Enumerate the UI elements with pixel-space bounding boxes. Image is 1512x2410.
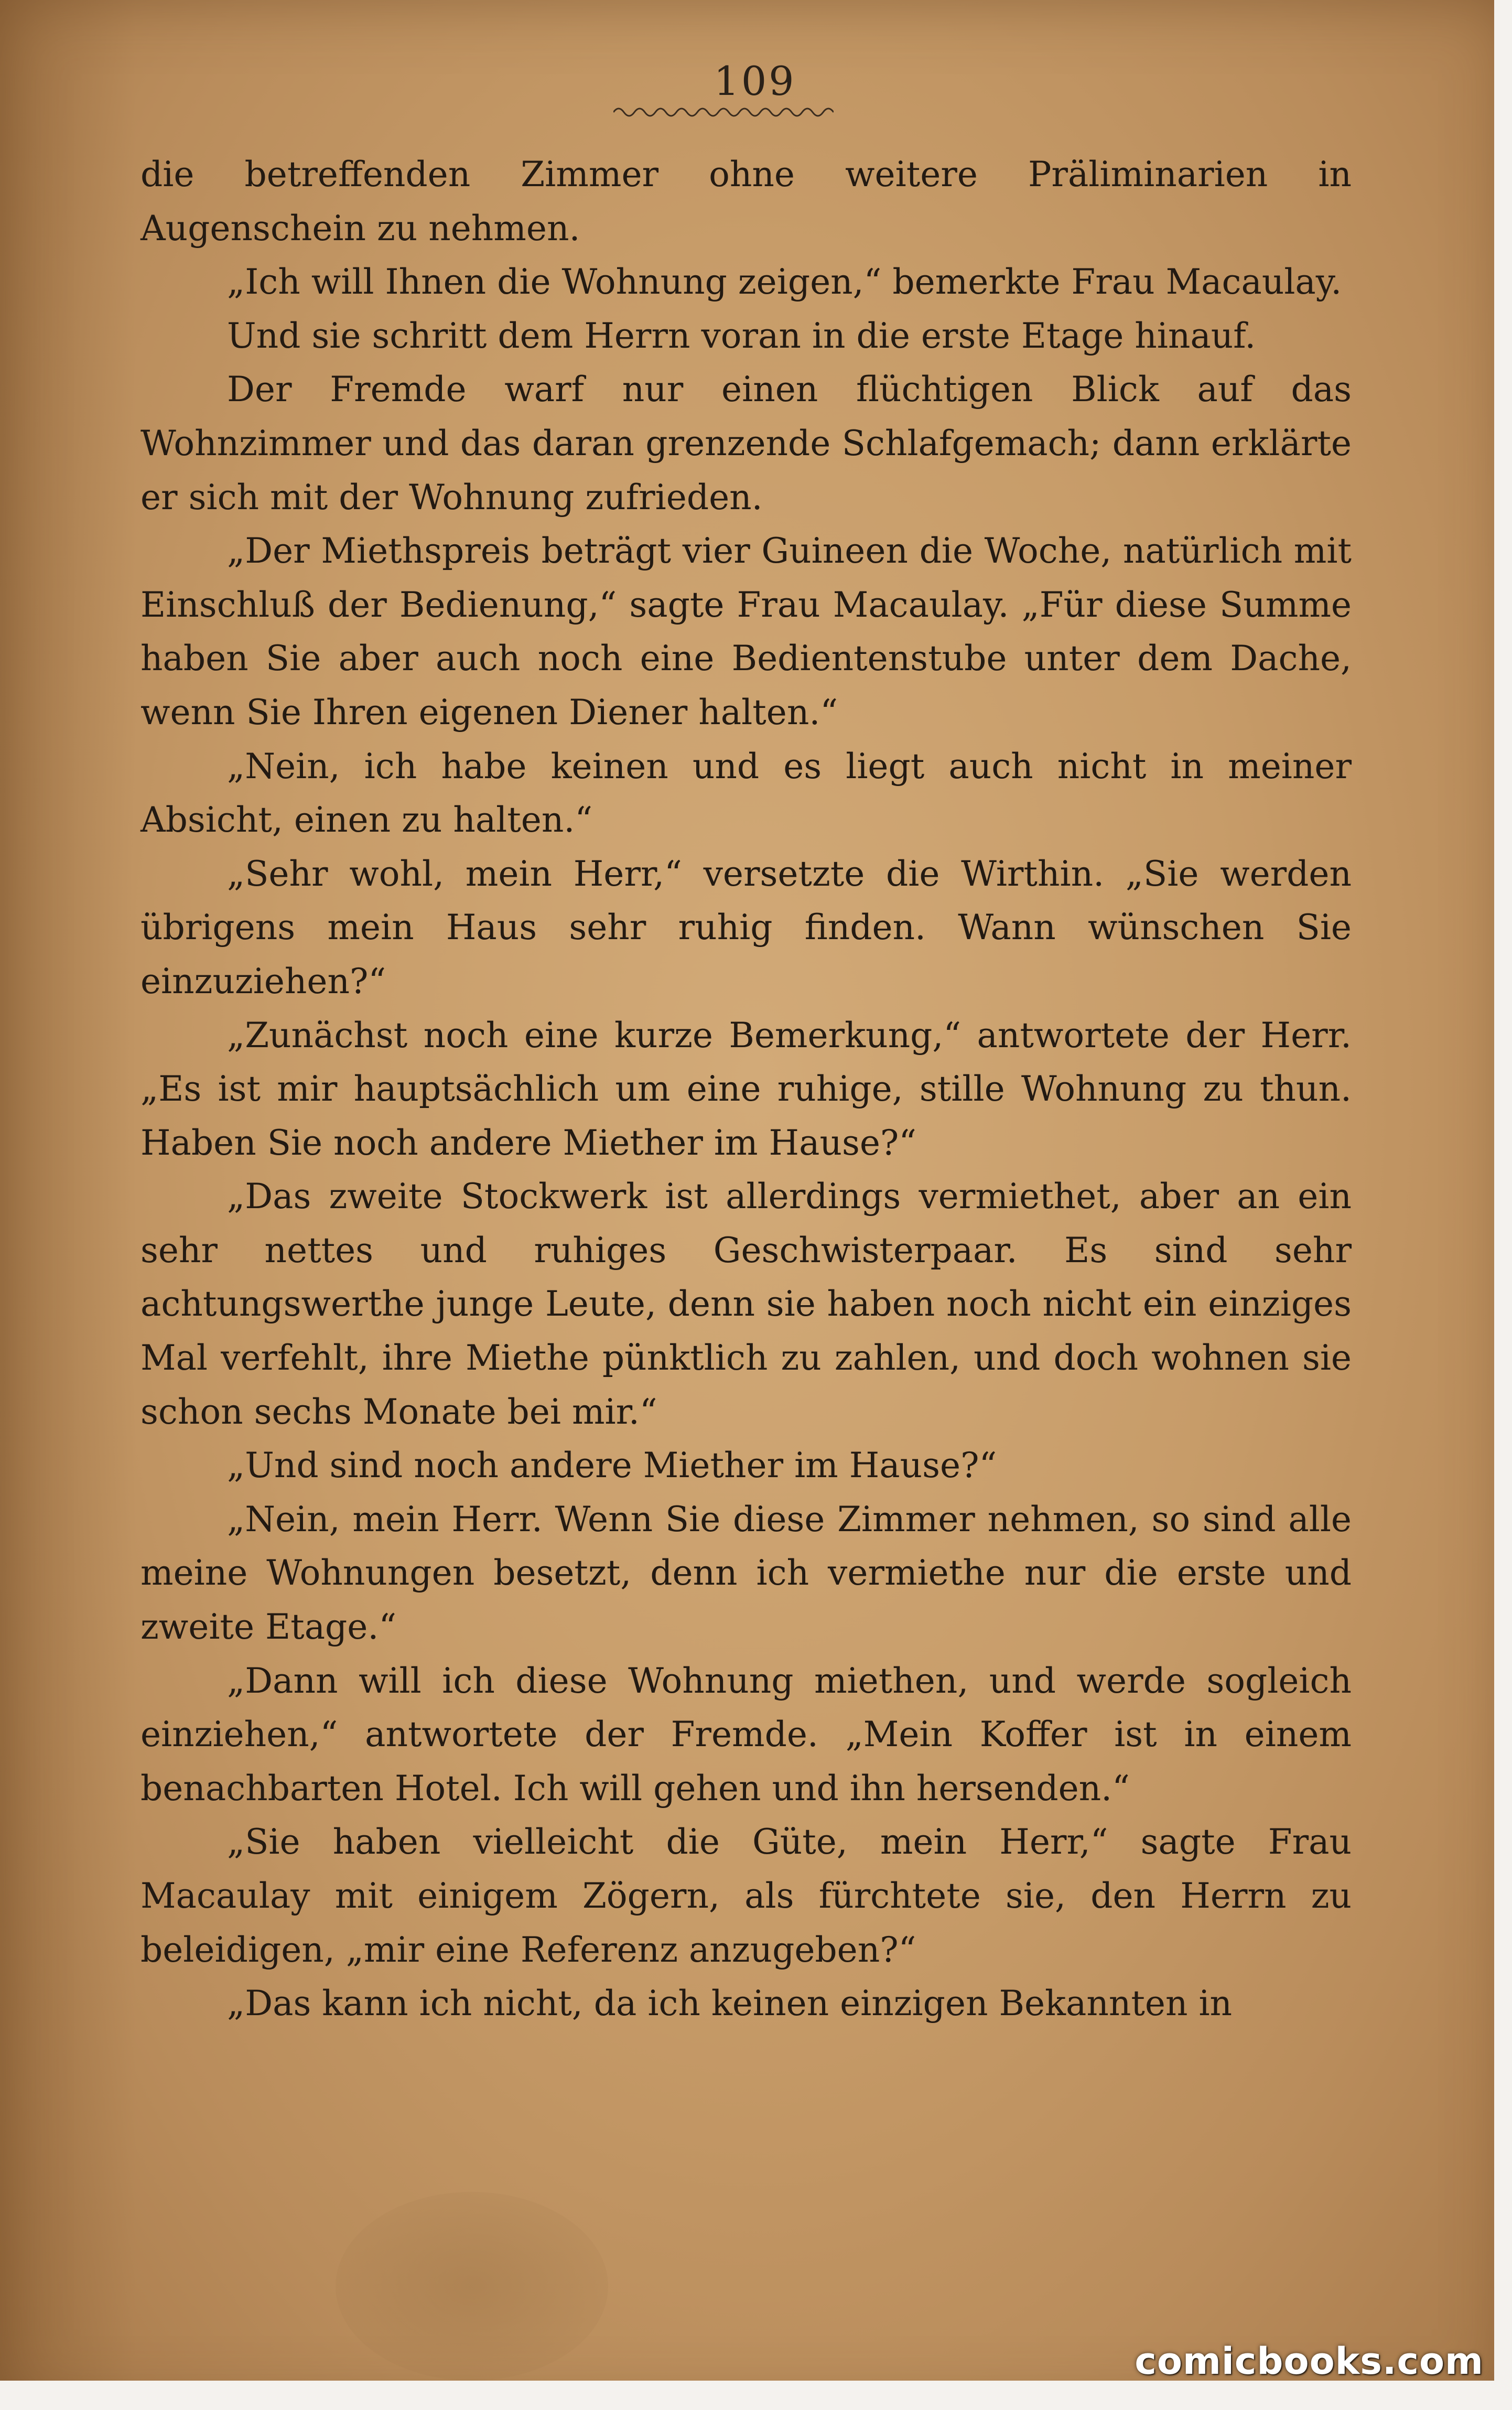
paragraph: „Nein, ich habe keinen und es liegt auch nicht in meiner Absicht, einen zu halten.“ xyxy=(141,746,1352,841)
paragraph: „Das kann ich nicht, da ich keinen einzigen Bekannten in xyxy=(227,1983,1233,2024)
paragraph: Der Fremde warf nur einen flüchtigen Blick auf das Wohnzimmer und das daran grenzende Schlafgemach; dann erklärte er sich mit der Wohnung zufrieden. xyxy=(141,369,1352,518)
paragraph: „Nein, mein Herr. Wenn Sie diese Zimmer nehmen, so sind alle meine Wohnungen besetzt, denn ich vermiethe nur die erste und zweite Etage.“ xyxy=(141,1499,1352,1648)
paragraph: die betreffenden Zimmer ohne weitere Präliminarien in Augenschein zu nehmen. xyxy=(141,154,1352,249)
scan-margin-bottom xyxy=(0,2381,1512,2410)
paragraph: „Der Miethspreis beträgt vier Guineen die Woche, natürlich mit Einschluß der Bedienung,“ sagte Frau Macaulay. „Für diese Summe haben Sie aber auch noch eine Bedientenstube unter dem Dache, wenn Sie Ihren eigenen Diener halten.“ xyxy=(141,531,1352,733)
page-number: 109 xyxy=(714,58,796,104)
scan-margin-right xyxy=(1494,0,1512,2410)
paragraph: „Das zweite Stockwerk ist allerdings vermiethet, aber an ein sehr nettes und ruhiges Geschwisterpaar. Es sind sehr achtungswerthe junge Leute, denn sie haben noch nicht ein einziges Mal verfehlt, ihre Miethe pünktlich zu zahlen, und doch wohnen sie schon sechs Monate bei mir.“ xyxy=(141,1176,1352,1432)
paragraph: „Ich will Ihnen die Wohnung zeigen,“ bemerkte Frau Macaulay. xyxy=(227,262,1342,303)
page-stain-left xyxy=(0,0,136,2410)
paragraph: „Zunächst noch eine kurze Bemerkung,“ antwortete der Herr. „Es ist mir hauptsächlich um eine ruhige, stille Wohnung zu thun. Haben Sie noch andere Miether im Hause?“ xyxy=(141,1015,1352,1163)
body-text xyxy=(141,148,1352,2031)
watermark: comicbooks.com xyxy=(1135,2340,1484,2383)
paragraph: „Sie haben vielleicht die Güte, mein Herr,“ sagte Frau Macaulay mit einigem Zögern, als fürchtete sie, den Herrn zu beleidigen, „mir eine Referenz anzugeben?“ xyxy=(141,1822,1352,1970)
paragraph: „Dann will ich diese Wohnung miethen, und werde sogleich einziehen,“ antwortete der Fremde. „Mein Koffer ist in einem benachbarten Hotel. Ich will gehen und ihn hersenden.“ xyxy=(141,1660,1352,1809)
page-stain-bottom xyxy=(336,2192,608,2381)
paragraph: „Sehr wohl, mein Herr,“ versetzte die Wirthin. „Sie werden übrigens mein Haus sehr ruhig finden. Wann wünschen Sie einzuziehen?“ xyxy=(141,853,1352,1002)
paragraph: „Und sind noch andere Miether im Hause?“ xyxy=(227,1445,997,1486)
paragraph: Und sie schritt dem Herrn voran in die erste Etage hinauf. xyxy=(227,315,1256,356)
page-number-ornament xyxy=(613,99,834,120)
